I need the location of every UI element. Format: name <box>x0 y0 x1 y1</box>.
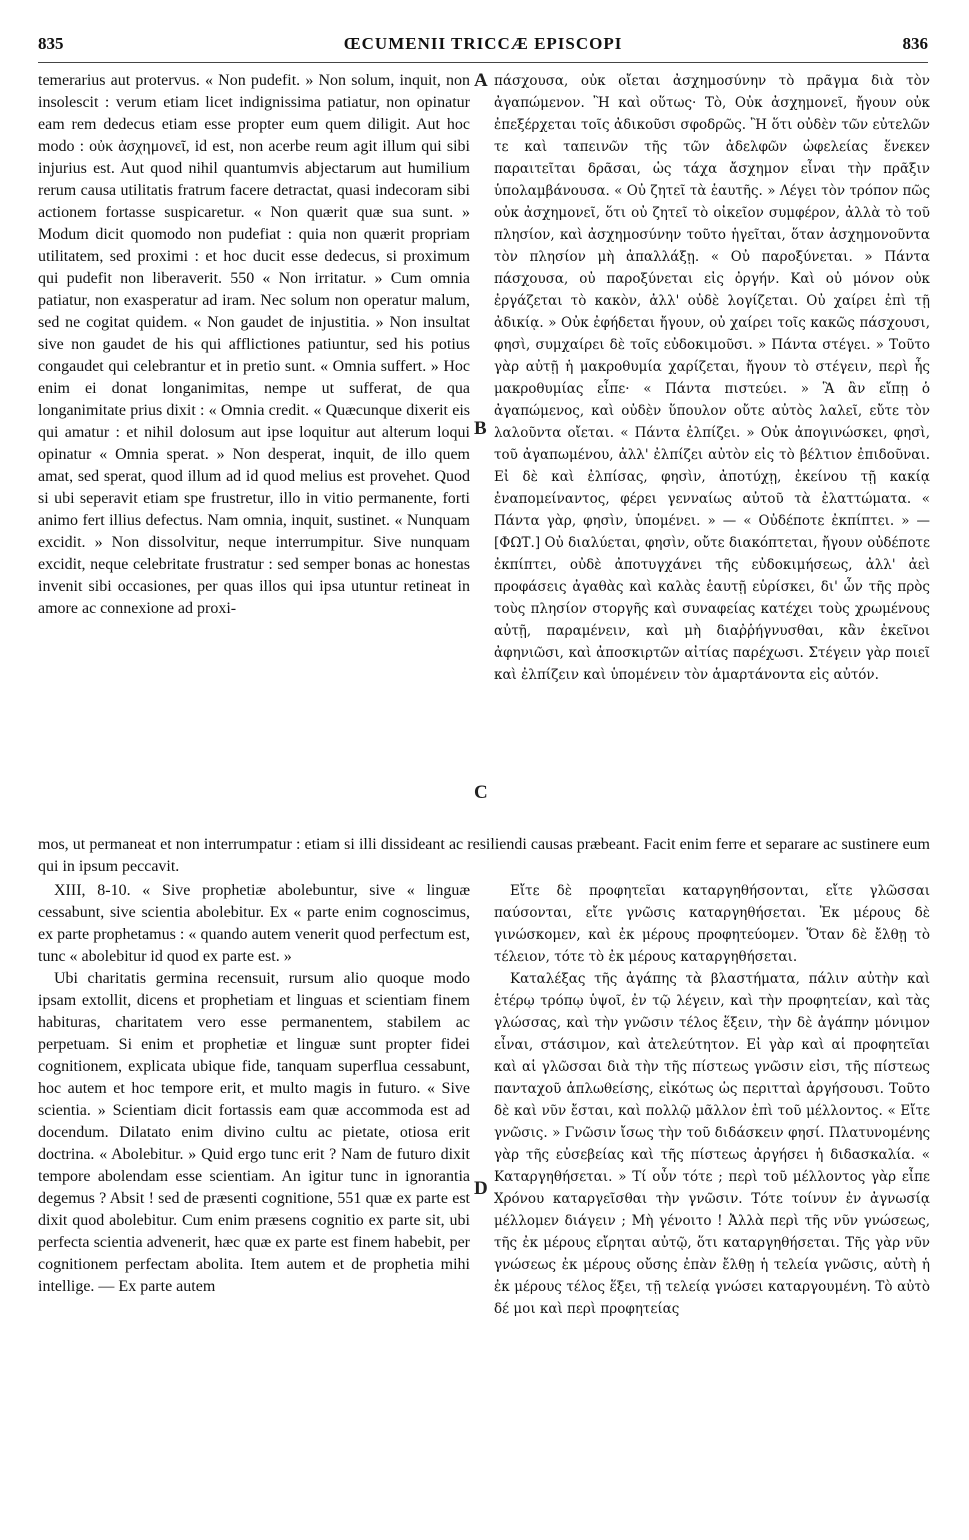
section-marker-c: C <box>474 782 488 803</box>
page-number-right: 836 <box>902 34 928 53</box>
latin-lemma: XIII, 8-10. « Sive prophetiæ abolebuntur, sive « linguæ cessabunt, sive scientia abolebitur. Ex « parte enim cognoscimus, ex parte prophetamus : « quando autem venerit quod perfectum est, tunc « abolebitur id quod ex parte est. » <box>38 882 470 965</box>
latin-paragraph: temerarius aut protervus. « Non pudefit. » Non solum, inquit, non insolescit : verum etiam licet indignissima patiatur, non opinatur eam rem dedecus etiam esse propter eum quem diligit. Aut hoc modo : οὐκ ἀσχημονεῖ, id est, non acerbe reum agit illum qui sibi injurius est. Aut quod nihil quantumvis abjectarum aut humilium rerum causa utilitatis fratrum facere detractat, quasi indecoram sibi actionem fortasse suspicaretur. « Non quærit quæ sua sunt. » Modum dicit quomodo non pudefiat : quia non quærit propriam utilitatem, sed proximi : et hoc ducit esse dedecus, si proximum qui pudefit non liberaverit. 550 « Non irritatur. » Cum omnia patiatur, non exasperatur ad iram. Nec solum non operatur malum, sed ne cogitat quidem. « Non gaudet de injustitia. » Non insultat sive non gaudet de his qui afflictiones patiuntur, sed his potius congaudet qui celebrantur et in pretio sunt. « Omnia suffert. » Hoc enim ei donat longanimitas, nempe ut sufferat, de qua longanimitate prius dixit : « Omnia credit. « Quæcunque dixerit eis qui amatur : et nihil dolosum aut ipse loquitur aut alterum loqui opinatur « Omnia sperat. » Non desperat, inquit, de illo quem amat, sed sperat, quod illum ad id quod melius est provehet. Quod si ubi seperavit etiam spe frustretur, illo in vitio permanente, forti animo fert illius defectus. Nam omnia, inquit, sustinet. « Nunquam excidit. » Non dissolvitur, neque interrumpitur. Sive nunquam excidit, neque celebritate frustratur : sed semper bonas ac honestas invenit sibi occasiones, per quas illos qui ipsa utuntur retineat in amore ac connexione ad proxi- <box>38 72 470 617</box>
greek-column-top <box>494 70 930 832</box>
greek-column-bottom <box>494 880 930 1520</box>
latin-column-top <box>38 70 470 832</box>
latin-column-bottom <box>38 880 470 1520</box>
full-width-paragraph: mos, ut permaneat et non interrumpatur : etiam si illi dissideant ac resiliendi causas præbeant. Facit enim ferre et separare ac sustinere eum qui in ipsum peccavit. <box>38 836 930 875</box>
header-rule <box>38 62 928 63</box>
section-marker-d: D <box>474 1178 488 1199</box>
latin-commentary: Ubi charitatis germina recensuit, rursum alio quoque modo ipsam extollit, dicens et prophetiam et linguas et scientiam finem habituras, charitatem vero esse permanentem, stabilem ac perpetuam. Si enim et prophetiæ et linguæ sunt propter fidei cognitionem, explicata ubique fide, tanquam superflua cessabunt, hoc autem et hoc tempore erit, et multo magis in futuro. « Sive scientia. » Scientiam dicit fortassis eam quæ accommoda est ad docendum. Dilatato enim divino cultu ac pietate, otiosa erit doctrina. « Abolebitur. » Quid ergo tunc erit ? Nam de futuro dixit tempore abolendam esse scientiam. An igitur tunc in ignorantia degemus ? Absit ! sed de præsenti cognitione, 551 quæ ex parte est dixit quod abolebitur. Cum enim præsens cognitio ex parte sit, ubi perfecta scientia advenerit, hæc quæ ex parte est finem habebit, per cognitionem perfectam abolita. Item autem et de prophetia mihi intellige. — Ex parte autem <box>38 970 470 1295</box>
section-marker-b: B <box>474 418 487 439</box>
section-marker-a: A <box>474 70 488 91</box>
running-title: ŒCUMENII TRICCÆ EPISCOPI <box>343 34 623 53</box>
running-header <box>38 34 928 58</box>
full-width-text <box>38 834 930 878</box>
greek-lemma: Εἴτε δὲ προφητεῖαι καταργηθήσονται, εἴτε γλῶσσαι παύσονται, εἴτε γνῶσις καταργηθήσεται. Ἐκ μέρους δὲ γινώσκομεν, καὶ ἐκ μέρους προφητεύομεν. Ὅταν δὲ ἔλθῃ τὸ τέλειον, τότε τὸ ἐκ μέρους καταργηθήσεται. <box>494 883 930 965</box>
greek-commentary: Καταλέξας τῆς ἀγάπης τὰ βλαστήματα, πάλιν αὐτὴν καὶ ἑτέρῳ τρόπῳ ὑψοῖ, ἐν τῷ λέγειν, καὶ τὴν προφητείαν, καὶ τὰς γλώσσας, καὶ τὴν γνῶσιν τέλος ἕξειν, τὴν δὲ ἀγάπην μόνιμον εἶναι, στάσιμον, καὶ ἀτελεύτητον. Εἰ γὰρ καὶ αἱ προφητεῖαι καὶ αἱ γλῶσσαι διὰ τὴν τῆς πίστεως γνῶσιν εἰσι, τῆς πίστεως πανταχοῦ ἁπλωθείσης, εἰκότως ὡς περιτταὶ ἀργήσουσι. Τοῦτο δὲ καὶ νῦν ἔσται, καὶ πολλῷ μᾶλλον ἐπὶ τοῦ μέλλοντος. « Εἴτε γνῶσις. » Γνῶσιν ἴσως τὴν τοῦ διδάσκειν φησί. Πλατυνομένης γὰρ τῆς εὐσεβείας καὶ τῆς πίστεως ἀργήσει ἡ διδασκαλία. « Καταργηθήσεται. » Τί οὖν τότε ; περὶ τοῦ μέλλοντος γὰρ εἶπε Χρόνου καταργεῖσθαι τὴν γνῶσιν. Τότε τοίνυν ἐν ἀγνωσίᾳ μέλλομεν διάγειν ; Μὴ γένοιτο ! Ἀλλὰ περὶ τῆς νῦν γνώσεως, τῆς ἐκ μέρους εἴρηται αὐτῷ, ὅτι καταργηθήσεται. Τῆς γὰρ νῦν γνώσεως ἐκ μέρους οὔσης ἐπὰν ἔλθῃ ἡ τελεία γνῶσις, αὐτὴ ἡ ἐκ μέρους τέλος ἕξει, τῇ τελείᾳ γνώσει καταργουμένη. Τὸ αὐτὸ δέ μοι καὶ περὶ προφητείας <box>494 971 930 1317</box>
greek-paragraph: πάσχουσα, οὐκ οἴεται ἀσχημοσύνην τὸ πρᾶγμα διὰ τὸν ἀγαπώμενον. Ἢ καὶ οὕτως· Τὸ, Οὐκ ἀσχημονεῖ, ἤγουν οὐκ ἐπεξέρχεται τοῖς ἀδικοῦσι σφοδρῶς. Ἢ ὅτι οὐδὲν τῶν εὐτελῶν τε καὶ ταπεινῶν τῆς τῶν ἀδελφῶν ὠφελείας ἕνεκεν παραιτεῖται δρᾶσαι, ὡς τάχα ἄσχημον εἶναι τὴν πρᾶξιν ὑπολαμβάνουσα. « Οὐ ζητεῖ τὰ ἑαυτῆς. » Λέγει τὸν τρόπον πῶς οὐκ ἀσχημονεῖ, ὅτι οὐ ζητεῖ τὸ οἰκεῖον συμφέρον, ἀλλὰ τὸ τοῦ πλησίον, καὶ ἀσχημοσύνην τοῦτο ἡγεῖται, ὅταν ἀσχημονοῦντα τὸν πλησίον μὴ ἀπαλλάξῃ. « Οὐ παροξύνεται. » Πάντα πάσχουσα, οὐ παροξύνεται εἰς ὀργήν. Καὶ οὐ μόνον οὐκ ἐργάζεται τὸ κακὸν, ἀλλ' οὐδὲ λογίζεται. Οὐ χαίρει ἐπὶ τῇ ἀδικίᾳ. » Οὐκ ἐφήδεται ἤγουν, οὐ χαίρει τοῖς κακῶς πάσχουσι, φησὶ, συμχαίρει δὲ τοῖς εὐδοκιμοῦσι. » Πάντα στέγει. » Τοῦτο γὰρ αὐτῇ ἡ μακροθυμία χαρίζεται, ἤγουν τὸ στέγειν, περὶ ἧς μακροθυμίας εἶπε· « Πάντα πιστεύει. » Ἃ ἂν εἴπῃ ὁ ἀγαπώμενος, καὶ οὐδὲν ὕπουλον οὔτε αὐτὸς λαλεῖ, εὔτε τὸν λαλοῦντα οἴεται. « Πάντα ἐλπίζει. » Οὐκ ἀπογινώσκει, φησὶ, τοῦ ἀγαπωμένου, ἀλλ' ἐλπίζει αὐτὸν εἰς τὸ βέλτιον ἐπιδοῦναι. Εἰ δὲ καὶ ἐλπίσας, φησὶν, ἀποτύχῃ, ἐκείνου τῇ κακίᾳ ἐναπομείναντος, φέρει γενναίως αὐτοῦ τὰ ἐλαττώματα. « Πάντα γὰρ, φησὶν, ὑπομένει. » — « Οὐδέποτε ἐκπίπτει. » — [ΦΩΤ.] Οὐ διαλύεται, φησὶν, οὔτε διακόπτεται, ἤγουν οὐδέποτε ἐκπίπτει, οὐδὲ ἀποτυγχάνει τῆς εὐδοκιμήσεως, ἀλλ' ἀεὶ προφάσεις ἀγαθὰς καὶ καλὰς ἑαυτῇ εὑρίσκει, δι' ὧν τῆς πρὸς τοὺς πλησίον στοργῆς καὶ συναφείας κατέχει τοὺς χρωμένους αὐτῇ, παραμένειν, καὶ μὴ διαῤῥήγνυσθαι, κἂν ἐκεῖνοι ἀφηνιῶσι, καὶ ἀποσκιρτῶν αἰτίας παρέχωσι. Στέγειν γὰρ ποιεῖ καὶ ἐλπίζειν καὶ ὑπομένειν τὸν ἁμαρτάνοντα εἰς αὐτόν. <box>494 73 930 683</box>
page-number-left: 835 <box>38 34 64 53</box>
